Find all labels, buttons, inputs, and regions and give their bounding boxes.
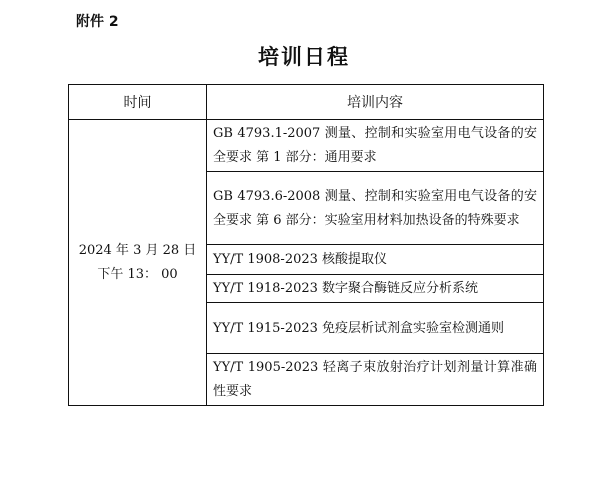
page-title: 培训日程 (258, 44, 350, 69)
header-time: 时间 (69, 85, 207, 120)
content-cell: YY/T 1905-2023 轻离子束放射治疗计划剂量计算准确性要求 (207, 354, 544, 406)
attachment-label: 附件 2 (76, 14, 119, 30)
table-row (69, 120, 544, 172)
content-cell: YY/T 1918-2023 数字聚合酶链反应分析系统 (207, 275, 544, 303)
content-cell: YY/T 1908-2023 核酸提取仪 (207, 245, 544, 275)
content-cell: YY/T 1915-2023 免疫层析试剂盒实验室检测通则 (207, 303, 544, 354)
header-content: 培训内容 (207, 85, 544, 120)
content-cell: GB 4793.1-2007 测量、控制和实验室用电气设备的安全要求 第 1 部分：通用要求 (207, 120, 544, 172)
time-date: 2024 年 3 月 28 日 (78, 242, 197, 258)
time-hour: 下午 13： 00 (97, 266, 178, 282)
schedule-table (68, 84, 544, 406)
table-header-row (69, 85, 544, 120)
time-cell (69, 120, 207, 406)
content-cell: GB 4793.6-2008 测量、控制和实验室用电气设备的安全要求 第 6 部分：实验室用材料加热设备的特殊要求 (207, 172, 544, 245)
